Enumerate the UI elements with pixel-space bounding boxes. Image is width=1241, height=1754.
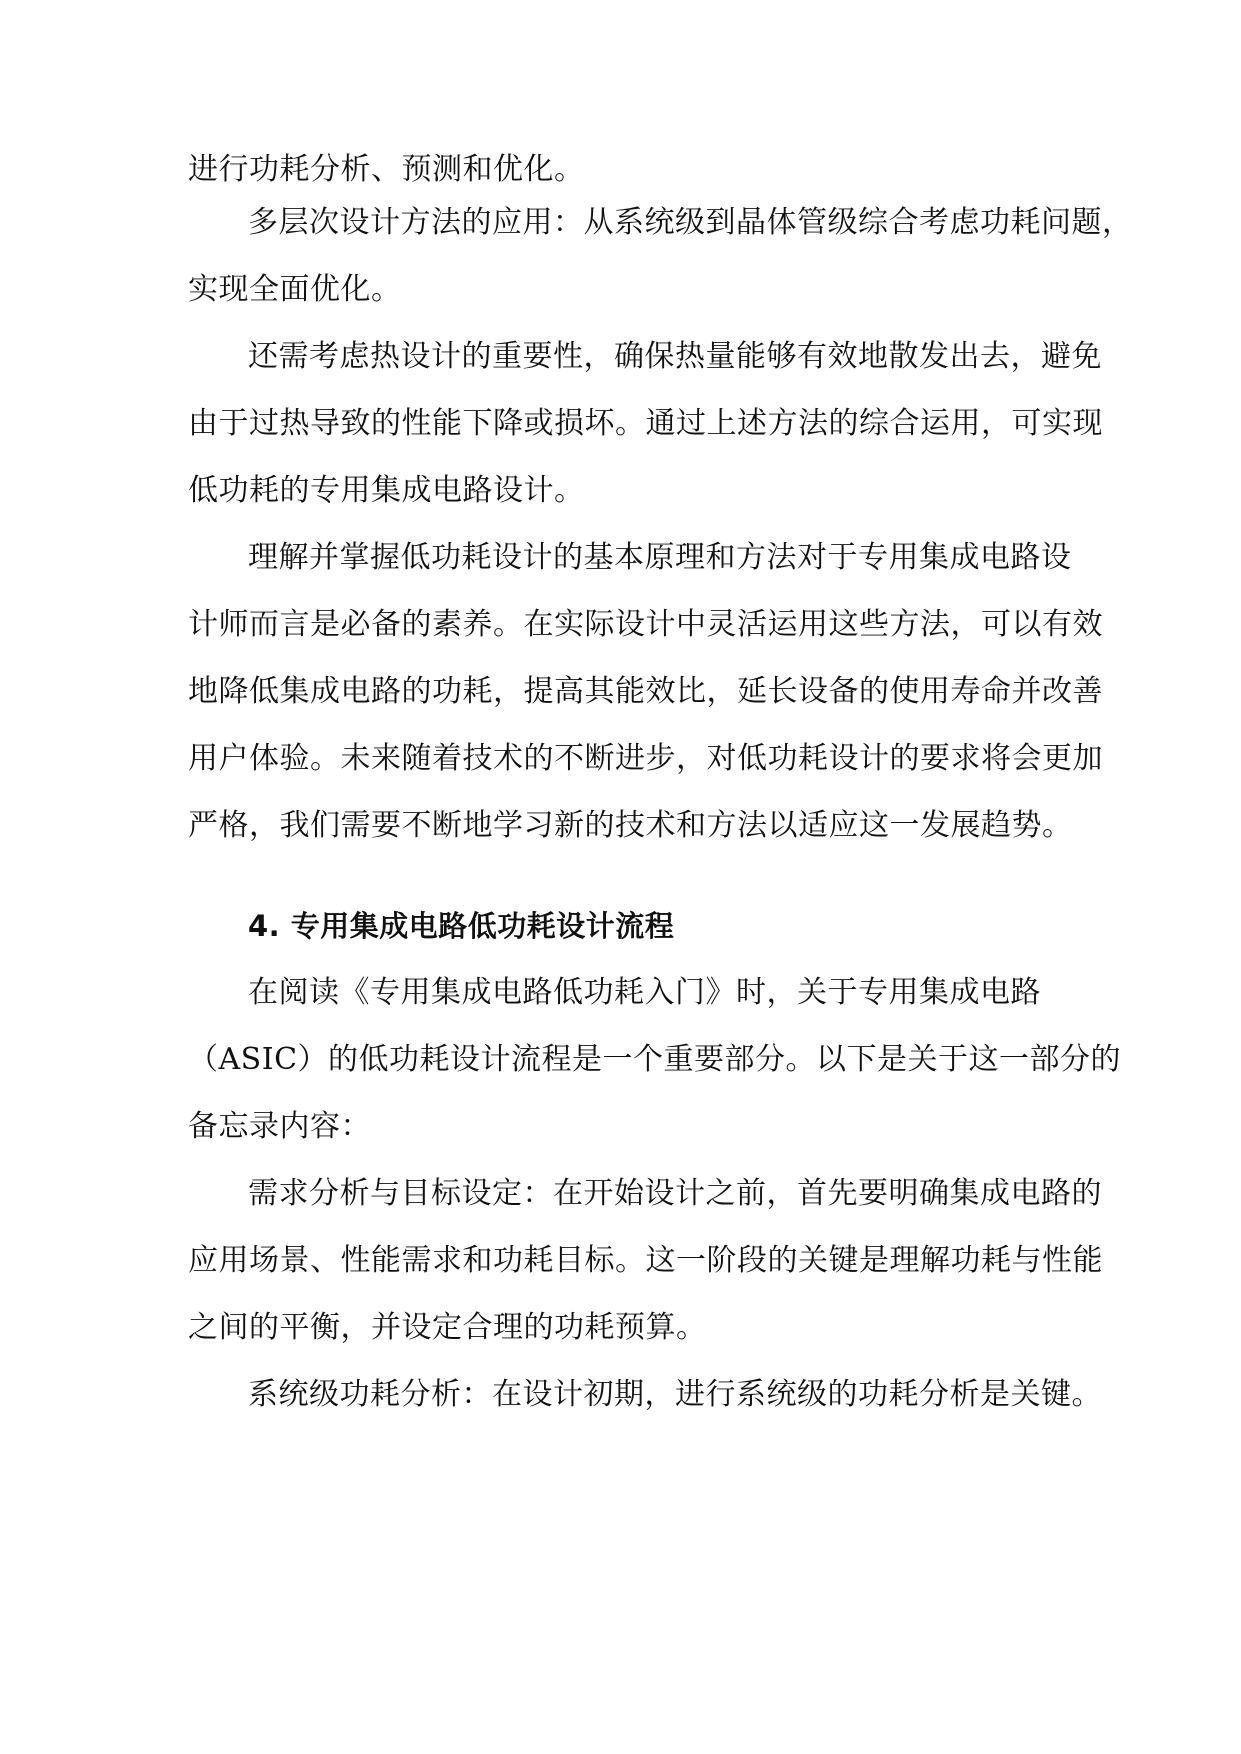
text-line: （ASIC）的低功耗设计流程是一个重要部分。以下是关于这一部分的 <box>188 1042 1122 1077</box>
text-line: 备忘录内容： <box>188 1109 371 1144</box>
text-line: 地降低集成电路的功耗，提高其能效比，延长设备的使用寿命并改善 <box>188 674 1103 709</box>
text-line: 理解并掌握低功耗设计的基本原理和方法对于专用集成电路设 <box>248 540 1072 575</box>
text-line: 由于过热导致的性能下降或损坏。通过上述方法的综合运用，可实现 <box>188 406 1103 441</box>
text-line: 在阅读《专用集成电路低功耗入门》时，关于专用集成电路 <box>248 975 1041 1010</box>
text-line: 进行功耗分析、预测和优化。 <box>188 152 585 187</box>
text-line: 严格，我们需要不断地学习新的技术和方法以适应这一发展趋势。 <box>188 808 1073 843</box>
text-line: 用户体验。未来随着技术的不断进步，对低功耗设计的要求将会更加 <box>188 741 1103 776</box>
text-line: 多层次设计方法的应用：从系统级到晶体管级综合考虑功耗问题， <box>248 205 1133 240</box>
text-line: 应用场景、性能需求和功耗目标。这一阶段的关键是理解功耗与性能 <box>188 1243 1103 1278</box>
text-line: 系统级功耗分析：在设计初期，进行系统级的功耗分析是关键。 <box>248 1377 1102 1412</box>
text-line: 计师而言是必备的素养。在实际设计中灵活运用这些方法，可以有效 <box>188 607 1103 642</box>
text-line: 之间的平衡，并设定合理的功耗预算。 <box>188 1310 707 1345</box>
text-line: 需求分析与目标设定：在开始设计之前，首先要明确集成电路的 <box>248 1176 1102 1211</box>
text-line: 低功耗的专用集成电路设计。 <box>188 473 585 508</box>
text-line: 实现全面优化。 <box>188 272 402 307</box>
section-heading: 4. 专用集成电路低功耗设计流程 <box>248 909 675 943</box>
text-line: 还需考虑热设计的重要性，确保热量能够有效地散发出去，避免 <box>248 339 1102 374</box>
